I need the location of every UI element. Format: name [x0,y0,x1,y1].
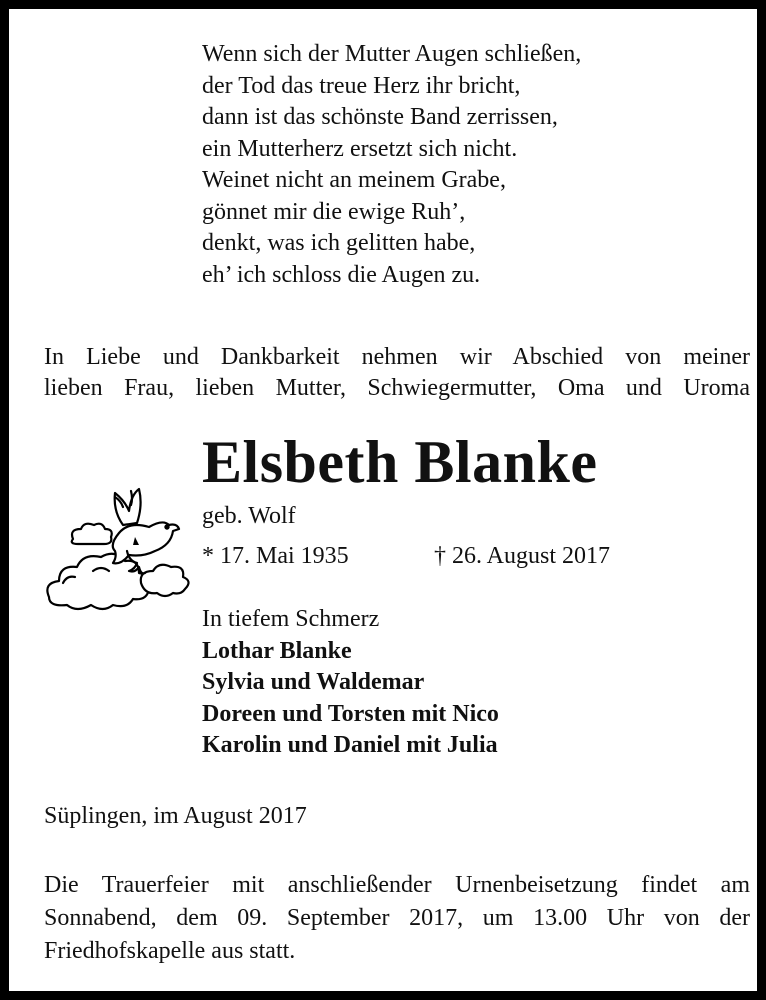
intro-line: In Liebe und Dankbarkeit nehmen wir Abschied von meiner [44,344,750,370]
funeral-line: Die Trauerfeier mit anschließender Urnenbeisetzung findet am [44,872,750,898]
funeral-line: Sonnabend, dem 09. September 2017, um 13.00 Uhr von der [44,905,750,931]
mourners-intro: In tiefem Schmerz [202,606,380,632]
place-and-date: Süplingen, im August 2017 [44,803,307,829]
farewell-intro [44,342,750,404]
poem-line: denkt, was ich gelitten habe, [202,230,476,256]
poem-line: gönnet mir die ewige Ruh’, [202,198,466,225]
mourner-name: Karolin und Daniel mit Julia [202,732,498,758]
intro-line: lieben Frau, lieben Mutter, Schwiegermutter, Oma und Uroma [44,375,750,401]
funeral-line: Friedhofskapelle aus statt. [44,938,296,964]
poem-line: Weinet nicht an meinem Grabe, [202,167,506,193]
poem [202,39,581,291]
deceased-name: Elsbeth Blanke [202,429,598,495]
mourners [202,604,499,762]
mourner-name: Lothar Blanke [202,637,352,664]
poem-line: ein Mutterherz ersetzt sich nicht. [202,135,518,162]
poem-line: dann ist das schönste Band zerrissen, [202,104,558,130]
death-date: † 26. August 2017 [434,543,611,569]
funeral-info [44,869,750,968]
birth-date: * 17. Mai 1935 [202,543,349,569]
poem-line: der Tod das treue Herz ihr bricht, [202,72,521,99]
poem-line: eh’ ich schloss die Augen zu. [202,261,481,288]
mourner-name: Sylvia und Waldemar [202,669,425,695]
poem-line: Wenn sich der Mutter Augen schließen, [202,41,582,67]
maiden-name: geb. Wolf [202,503,296,529]
dove-with-clouds-icon [41,485,191,619]
mourner-name: Doreen und Torsten mit Nico [202,700,499,727]
